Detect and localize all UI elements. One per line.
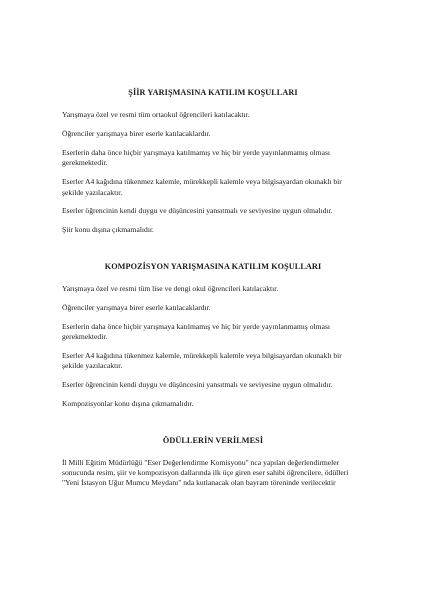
paragraph: Eserler öğrencinin kendi duygu ve düşüncesini yansıtmalı ve seviyesine uygun olmalıdır. [62, 380, 333, 390]
paragraph: Öğrenciler yarışmaya birer eserle katılacaklardır. [62, 302, 211, 312]
paragraph: Eserler A4 kağıdına tükenmez kalemle, mürekkepli kalemle veya bilgisayardan okunaklı bir şekilde yazılacaktır. [62, 177, 342, 197]
paragraph: Yarışmaya özel ve resmi tüm ortaokul öğrencileri katılacaktır. [62, 110, 250, 119]
paragraph: Eserler öğrencinin kendi duygu ve düşüncesini yansıtmalı ve seviyesine uygun olmalıdır. [62, 206, 333, 216]
paragraph: Şiir konu dışına çıkmamalıdır. [62, 225, 154, 235]
paragraph: Eserlerin daha önce hiçbir yarışmaya katılmamış ve hiç bir yerde yayınlanmamış olması gerekmektedir. [62, 321, 331, 341]
paragraph: Eserlerin daha önce hiçbir yarışmaya katılmamış ve hiç bir yerde yayınlanmamış olması gerekmektedir. [62, 147, 331, 168]
paragraph: Öğrenciler yarışmaya birer eserle katılacaklardır. [62, 128, 211, 138]
composition-conditions-section [62, 262, 364, 410]
paragraph: İl Milli Eğitim Müdürlüğü "Eser Değerlendirme Komisyonu" nca yapılan değerlendirmeler sonucunda resim, şiir ve kompozisyon dallarında ilk üçe giren eser sahibi öğrencilere, ödülleri "Yeni İstasyon Uğur Mumcu Meydanı" nda kutlanacak olan bayram töreninde verilecektir [62, 457, 349, 488]
paragraph: Kompozisyonlar konu dışına çıkmamalıdır. [62, 399, 194, 409]
section-heading: ÖDÜLLERİN VERİLMESİ [162, 435, 264, 445]
section-heading: KOMPOZİSYON YARIŞMASINA KATILIM KOŞULLARI [104, 261, 322, 271]
section-heading: ŞİİR YARIŞMASINA KATILIM KOŞULLARI [128, 88, 298, 97]
paragraph: Yarışmaya özel ve resmi tüm lise ve dengi okul öğrencileri katılacaktır. [62, 283, 279, 293]
paragraph: Eserler A4 kağıdına tükenmez kalemle, mürekkepli kalemle veya bilgisayardan okunaklı bir şekilde yazılacaktır. [62, 350, 342, 371]
poetry-conditions-section [62, 88, 364, 236]
awards-section [62, 436, 364, 489]
